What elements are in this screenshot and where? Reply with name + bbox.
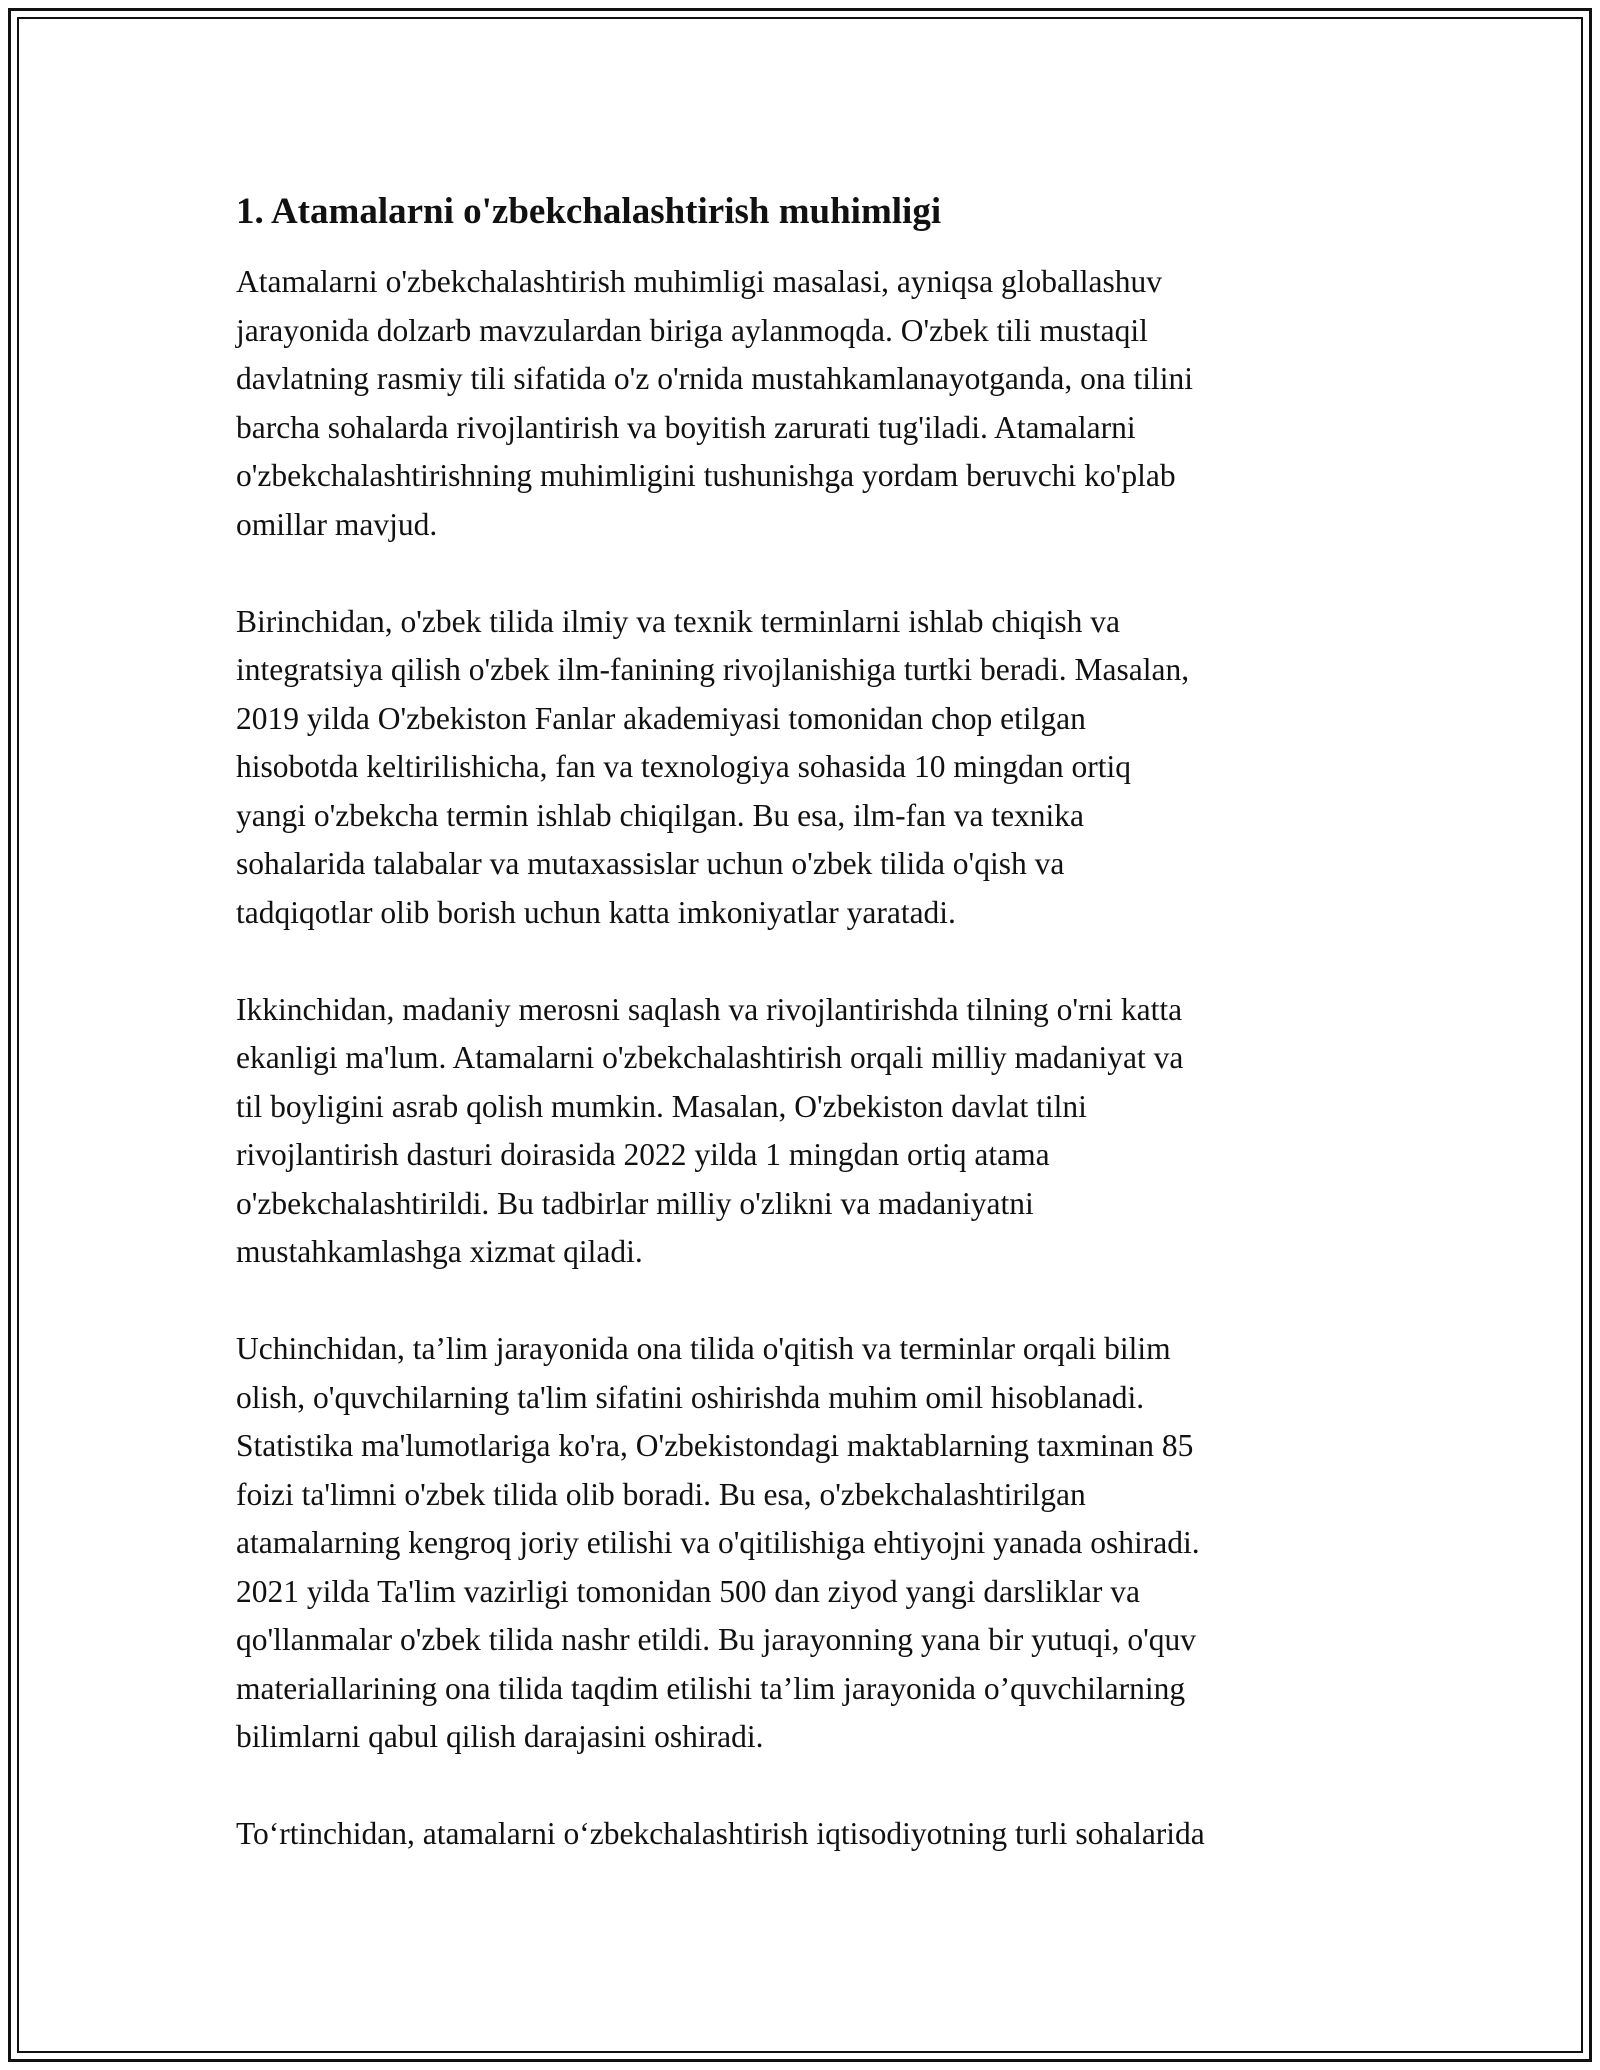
text-line: Uchinchidan, ta’lim jarayonida ona tilida o'qitish va terminlar orqali bilim xyxy=(236,1331,1171,1366)
section-heading: 1. Atamalarni o'zbekchalashtirish muhimligi xyxy=(236,191,942,232)
paragraph-second xyxy=(236,986,1386,1277)
text-line: davlatning rasmiy tili sifatida o'z o'rnida mustahkamlanayotganda, ona tilini xyxy=(236,361,1193,396)
text-line: o'zbekchalashtirildi. Bu tadbirlar milliy o'zlikni va madaniyatni xyxy=(236,1185,1034,1221)
text-line: To‘rtinchidan, atamalarni o‘zbekchalashtirish iqtisodiyotning turli sohalarida xyxy=(236,1816,1205,1851)
text-line: o'zbekchalashtirishning muhimligini tushunishga yordam beruvchi ko'plab xyxy=(236,458,1176,493)
text-line: Atamalarni o'zbekchalashtirish muhimligi masalasi, ayniqsa globallashuv xyxy=(236,264,1162,299)
paragraph-fourth xyxy=(236,1810,1386,1859)
text-line: Statistika ma'lumotlariga ko'ra, O'zbekistondagi maktablarning taxminan 85 xyxy=(236,1428,1194,1463)
text-line: qo'llanmalar o'zbek tilida nashr etildi. Bu jarayonning yana bir yutuqi, o'quv xyxy=(236,1622,1197,1657)
text-line: foizi ta'limni o'zbek tilida olib boradi. Bu esa, o'zbekchalashtirilgan xyxy=(236,1476,1086,1512)
text-line: materiallarining ona tilida taqdim etilishi ta’lim jarayonida o’quvchilarning xyxy=(236,1670,1186,1706)
text-line: Birinchidan, o'zbek tilida ilmiy va texnik terminlarni ishlab chiqish va xyxy=(236,603,1120,639)
document-body xyxy=(236,188,1386,1907)
text-line: rivojlantirish dasturi doirasida 2022 yilda 1 mingdan ortiq atama xyxy=(236,1137,1050,1172)
text-line: bilimlarni qabul qilish darajasini oshiradi. xyxy=(236,1719,764,1754)
text-line: yangi o'zbekcha termin ishlab chiqilgan. Bu esa, ilm-fan va texnika xyxy=(236,797,1085,833)
text-line: sohalarida talabalar va mutaxassislar uchun o'zbek tilida o'qish va xyxy=(236,846,1065,881)
text-line: 2019 yilda O'zbekiston Fanlar akademiyasi tomonidan chop etilgan xyxy=(236,700,1086,736)
paragraph-intro xyxy=(236,258,1386,549)
text-line: hisobotda keltirilishicha, fan va texnologiya sohasida 10 mingdan ortiq xyxy=(236,749,1131,784)
text-line: jarayonida dolzarb mavzulardan biriga aylanmoqda. O'zbek tili mustaqil xyxy=(236,312,1148,348)
text-line: integratsiya qilish o'zbek ilm-fanining rivojlanishiga turtki beradi. Masalan, xyxy=(236,652,1190,687)
text-line: ekanligi ma'lum. Atamalarni o'zbekchalashtirish orqali milliy madaniyat va xyxy=(236,1040,1184,1075)
text-line: tadqiqotlar olib borish uchun katta imkoniyatlar yaratadi. xyxy=(236,894,956,930)
text-line: til boyligini asrab qolish mumkin. Masalan, O'zbekiston davlat tilni xyxy=(236,1088,1087,1124)
paragraph-third xyxy=(236,1325,1386,1762)
paragraph-first xyxy=(236,598,1386,938)
text-line: barcha sohalarda rivojlantirish va boyitish zarurati tug'iladi. Atamalarni xyxy=(236,409,1136,445)
text-line: Ikkinchidan, madaniy merosni saqlash va rivojlantirishda tilning o'rni katta xyxy=(236,991,1183,1027)
text-line: 2021 yilda Ta'lim vazirligi tomonidan 500 dan ziyod yangi darsliklar va xyxy=(236,1573,1140,1609)
text-line: olish, o'quvchilarning ta'lim sifatini oshirishda muhim omil hisoblanadi. xyxy=(236,1379,1145,1415)
text-line: mustahkamlashga xizmat qiladi. xyxy=(236,1234,643,1269)
text-line: atamalarning kengroq joriy etilishi va o'qitilishiga ehtiyojni yanada oshiradi. xyxy=(236,1525,1200,1560)
text-line: omillar mavjud. xyxy=(236,506,438,542)
